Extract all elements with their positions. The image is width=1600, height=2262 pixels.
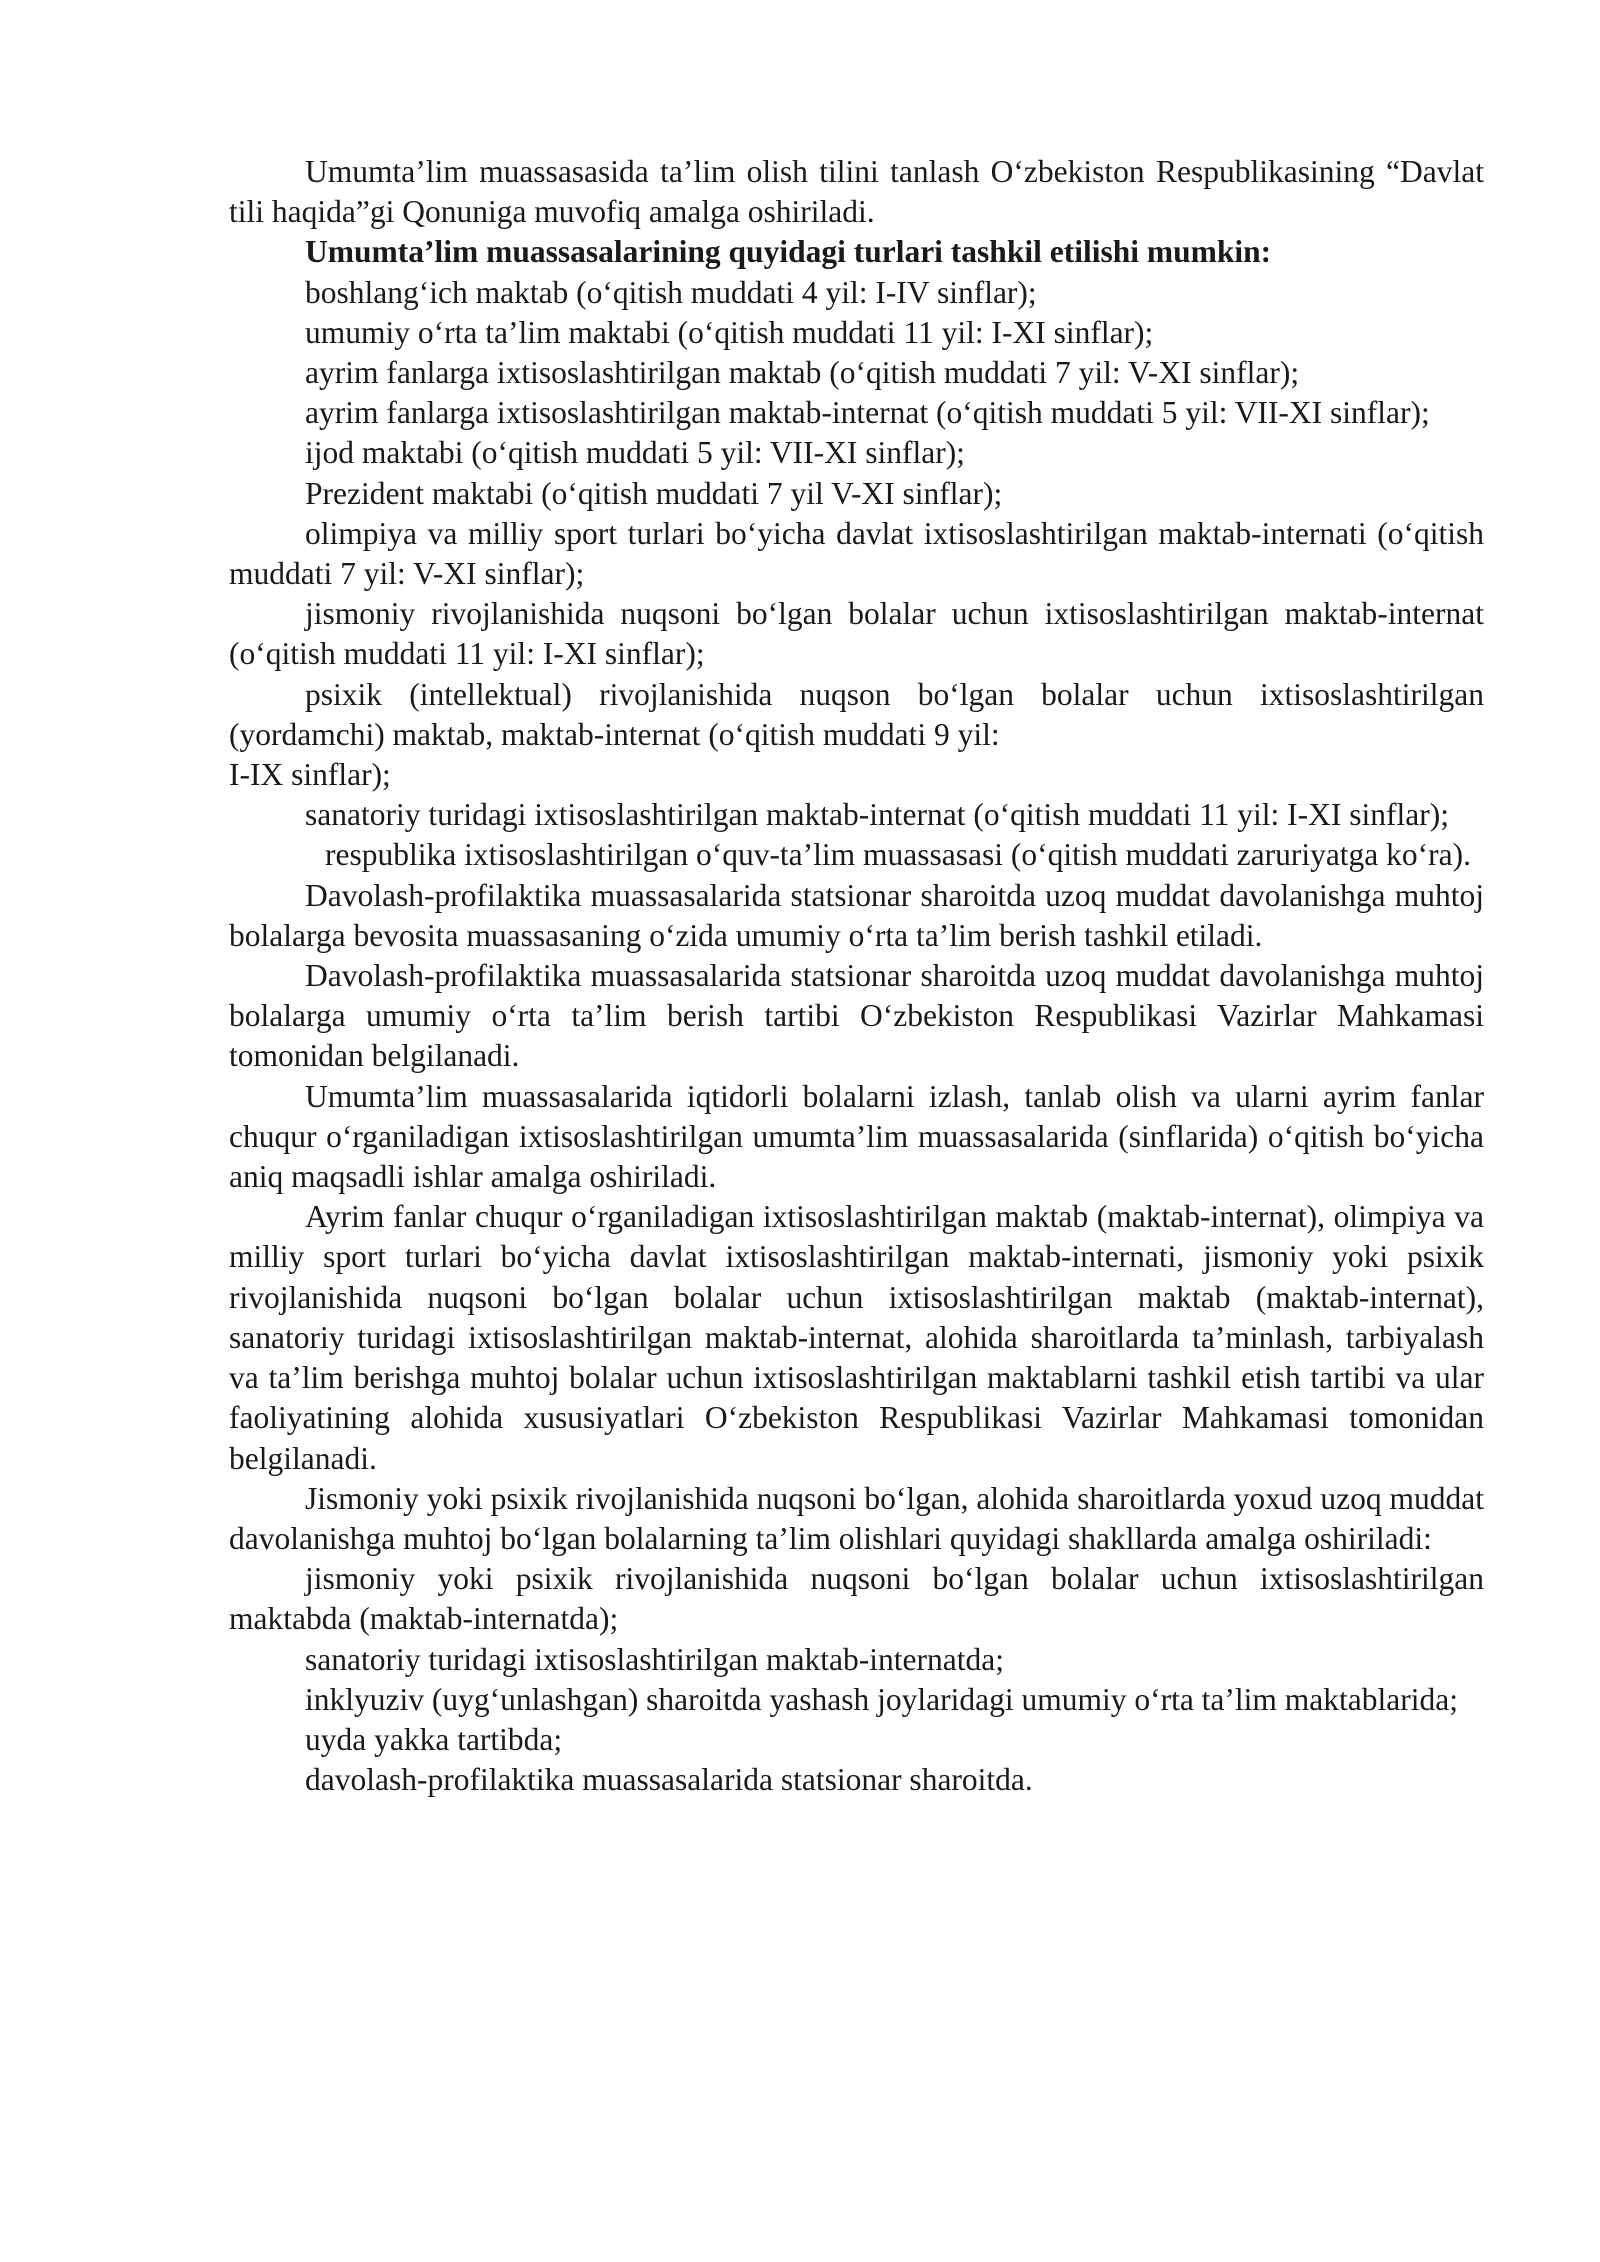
list-item-form-specialized-school: jismoniy yoki psixik rivojlanishida nuqsoni bo‘lgan bolalar uchun ixtisoslashtirilgan maktabda (maktab-internatda); xyxy=(229,1561,1484,1637)
paragraph-inpatient-education: Davolash-profilaktika muassasalarida statsionar sharoitda uzoq muddat davolanishga muhtoj bolalarga bevosita muassasaning o‘zida umumiy o‘rta ta’lim berish tashkil etiladi. xyxy=(229,877,1484,953)
list-item-primary-school: boshlang‘ich maktab (o‘qitish muddati 4 yil: I-IV sinflar); xyxy=(305,274,1037,310)
list-item-form-sanatorium: sanatoriy turidagi ixtisoslashtirilgan maktab-internatda; xyxy=(305,1641,1004,1677)
paragraph-specialized-schools-procedure: Ayrim fanlar chuqur o‘rganiladigan ixtisoslashtirilgan maktab (maktab-internat), olimpiya va milliy sport turlari bo‘yicha davlat ixtisoslashtirilgan maktab-internati, jismoniy yoki psixik rivojlanishida nuqsoni bo‘lgan bolalar uchun ixtisoslashtirilgan maktab (maktab-internat), sanatoriy turidagi ixtisoslashtirilgan maktab-internat, alohida sharoitlarda ta’minlash, tarbiyalash va ta’lim berishga muhtoj bolalar uchun ixtisoslashtirilgan maktablarni tashkil etish tartibi va ular faoliyatining alohida xususiyatlari O‘zbekiston Respublikasi Vazirlar Mahkamasi tomonidan belgilanadi. xyxy=(229,1199,1484,1476)
list-item-physical-disability-boarding-school: jismoniy rivojlanishida nuqsoni bo‘lgan bolalar uchun ixtisoslashtirilgan maktab-internat (o‘qitish muddati 11 yil: I-XI sinflar); xyxy=(229,596,1484,672)
list-item-olympic-sport-boarding-school: olimpiya va milliy sport turlari bo‘yicha davlat ixtisoslashtirilgan maktab-internati (o‘qitish muddati 7 yil: V-XI sinflar); xyxy=(229,515,1484,592)
paragraph-inpatient-education-procedure: Davolash-profilaktika muassasalarida statsionar sharoitda uzoq muddat davolanishga muhtoj bolalarga umumiy o‘rta ta’lim berish tartibi O‘zbekiston Respublikasi Vazirlar Mahkamasi tomonidan belgilanadi. xyxy=(229,958,1484,1074)
paragraph-language-of-instruction: Umumta’lim muassasasida ta’lim olish tilini tanlash O‘zbekiston Respublikasining “Davlat tili haqida”gi Qonuniga muvofiq amalga oshiriladi. xyxy=(229,154,1484,230)
document-page xyxy=(229,152,1484,1800)
list-item-form-inpatient: davolash-profilaktika muassasalarida statsionar sharoitda. xyxy=(305,1762,1033,1798)
list-item-general-secondary-school: umumiy o‘rta ta’lim maktabi (o‘qitish muddati 11 yil: I-XI sinflar); xyxy=(305,314,1154,350)
list-item-creative-school: ijod maktabi (o‘qitish muddati 5 yil: VII-XI sinflar); xyxy=(305,435,965,471)
list-item-sanatorium-boarding-school: sanatoriy turidagi ixtisoslashtirilgan maktab-internat (o‘qitish muddati 11 yil: I-XI sinflar); xyxy=(305,797,1449,833)
list-item-intellectual-disability-school-continued: I-IX sinflar); xyxy=(229,757,391,793)
list-item-form-inclusive: inklyuziv (uyg‘unlashgan) sharoitda yashash joylaridagi umumiy o‘rta ta’lim maktablarida; xyxy=(305,1681,1458,1717)
list-item-form-home-schooling: uyda yakka tartibda; xyxy=(305,1721,563,1757)
list-item-republican-institution: respublika ixtisoslashtirilgan o‘quv-ta’lim muassasasi (o‘qitish muddati zaruriyatga ko‘ra). xyxy=(325,837,1471,873)
list-item-specialized-school: ayrim fanlarga ixtisoslashtirilgan maktab (o‘qitish muddati 7 yil: V-XI sinflar); xyxy=(305,355,1300,391)
paragraph-special-needs-education-forms: Jismoniy yoki psixik rivojlanishida nuqsoni bo‘lgan, alohida sharoitlarda yoxud uzoq muddat davolanishga muhtoj bo‘lgan bolalarning ta’lim olishlari quyidagi shakllarda amalga oshiriladi: xyxy=(229,1480,1484,1556)
paragraph-school-types-heading: Umumta’lim muassasalarining quyidagi turlari tashkil etilishi mumkin: xyxy=(305,234,1272,270)
list-item-intellectual-disability-school: psixik (intellektual) rivojlanishida nuqson bo‘lgan bolalar uchun ixtisoslashtirilgan (yordamchi) maktab, maktab-internat (o‘qitish muddati 9 yil: xyxy=(229,676,1484,752)
paragraph-gifted-children: Umumta’lim muassasalarida iqtidorli bolalarni izlash, tanlab olish va ularni ayrim fanlar chuqur o‘rganiladigan ixtisoslashtirilgan umumta’lim muassasalarida (sinflarida) o‘qitish bo‘yicha aniq maqsadli ishlar amalga oshiriladi. xyxy=(229,1078,1484,1195)
list-item-specialized-boarding-school: ayrim fanlarga ixtisoslashtirilgan maktab-internat (o‘qitish muddati 5 yil: VII-XI sinflar); xyxy=(305,395,1430,431)
list-item-presidential-school: Prezident maktabi (o‘qitish muddati 7 yil V-XI sinflar); xyxy=(305,475,1003,511)
